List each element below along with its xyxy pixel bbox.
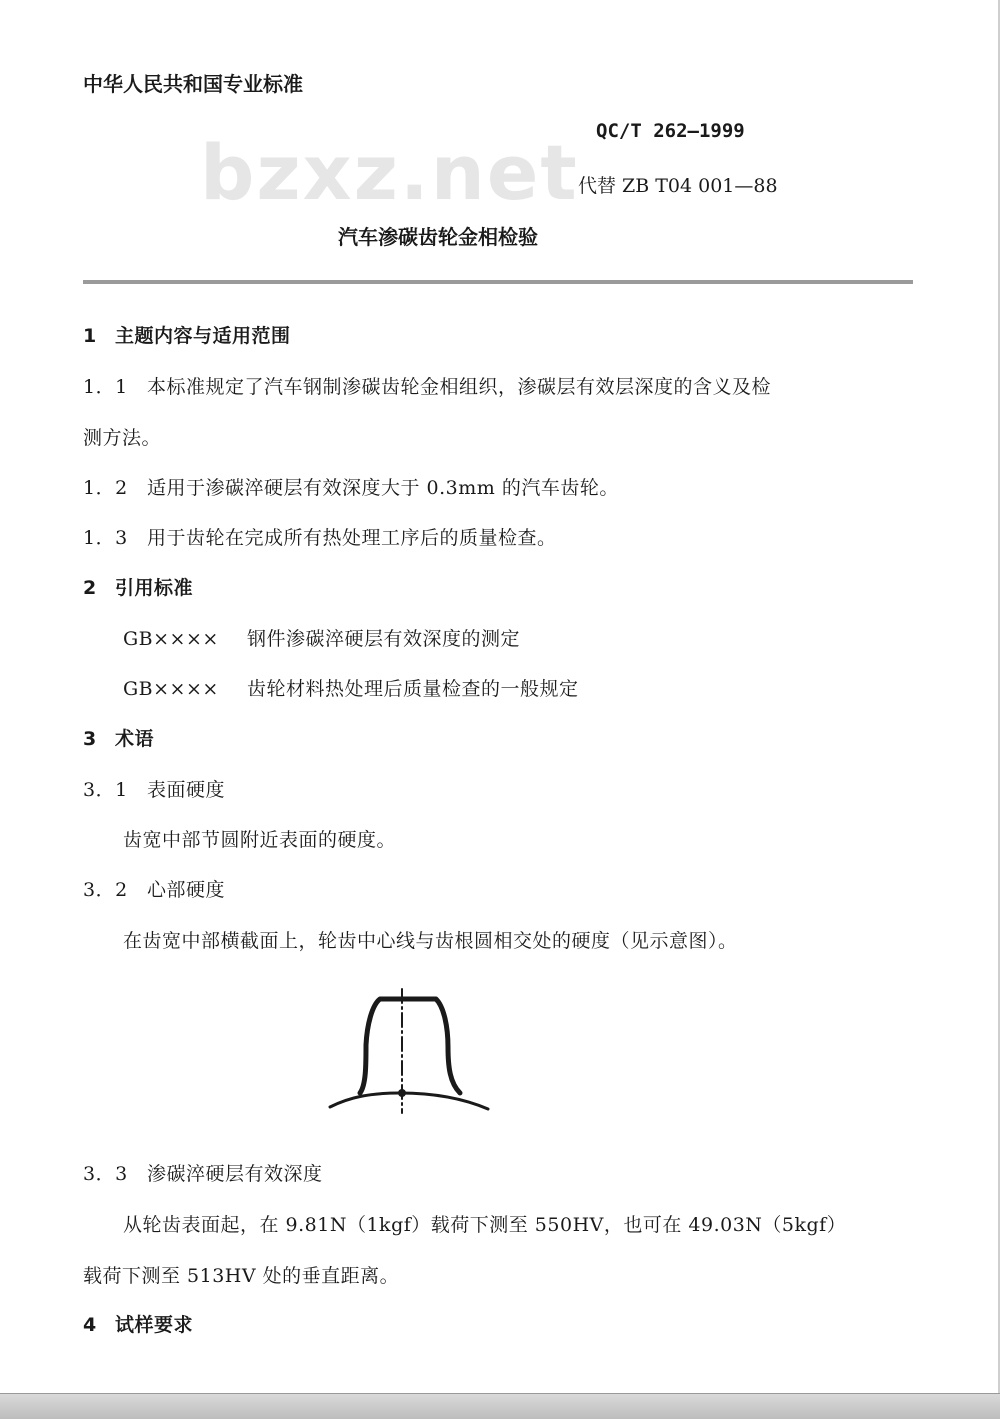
clause-3-1-text: 齿宽中部节圆附近表面的硬度。 bbox=[123, 829, 397, 851]
section-2-heading bbox=[83, 573, 193, 600]
section-number: 2 bbox=[83, 577, 97, 599]
section-title: 主题内容与适用范围 bbox=[115, 325, 291, 347]
clause-3-1 bbox=[83, 775, 225, 802]
section-title: 引用标准 bbox=[115, 577, 194, 599]
clause-title: 表面硬度 bbox=[147, 779, 226, 801]
standard-code: QC/T 262—1999 bbox=[596, 120, 745, 142]
clause-1-2 bbox=[83, 473, 619, 500]
section-4-heading bbox=[83, 1310, 193, 1337]
document-title: 汽车渗碳齿轮金相检验 bbox=[338, 225, 538, 249]
tooth-profile bbox=[360, 999, 460, 1093]
viewer-bottom-bar bbox=[0, 1393, 1000, 1419]
clause-title: 渗碳淬硬层有效深度 bbox=[147, 1163, 323, 1185]
section-title: 试样要求 bbox=[115, 1314, 194, 1336]
clause-number: 1．2 bbox=[83, 477, 128, 499]
clause-1-1 bbox=[83, 372, 771, 399]
org-title: 中华人民共和国专业标准 bbox=[83, 72, 303, 96]
clause-3-3-text-continued: 载荷下测至 513HV 处的垂直距离。 bbox=[83, 1265, 400, 1287]
header-divider bbox=[83, 280, 913, 284]
core-hardness-point bbox=[398, 1089, 406, 1097]
reference-standard-1 bbox=[123, 624, 520, 651]
clause-text: 本标准规定了汽车钢制渗碳齿轮金相组织，渗碳层有效层深度的含义及检 bbox=[147, 376, 772, 398]
section-number: 4 bbox=[83, 1314, 97, 1336]
clause-number: 1．3 bbox=[83, 527, 128, 549]
clause-number: 3．3 bbox=[83, 1163, 128, 1185]
reference-standard-2 bbox=[123, 674, 579, 701]
reference-title: 钢件渗碳淬硬层有效深度的测定 bbox=[247, 628, 521, 650]
clause-3-3-text: 从轮齿表面起，在 9.81N（1kgf）载荷下测至 550HV，也可在 49.03N（5kgf） bbox=[123, 1214, 847, 1236]
reference-code: GB×××× bbox=[123, 678, 219, 700]
watermark: bzxz.net bbox=[200, 128, 579, 217]
section-3-heading bbox=[83, 724, 154, 751]
section-1-heading bbox=[83, 321, 291, 348]
clause-3-2-text: 在齿宽中部横截面上，轮齿中心线与齿根圆相交处的硬度（见示意图）。 bbox=[123, 930, 738, 952]
reference-title: 齿轮材料热处理后质量检查的一般规定 bbox=[247, 678, 579, 700]
clause-number: 3．1 bbox=[83, 779, 128, 801]
section-number: 1 bbox=[83, 325, 97, 347]
clause-title: 心部硬度 bbox=[147, 879, 226, 901]
clause-1-3 bbox=[83, 523, 557, 550]
section-number: 3 bbox=[83, 728, 97, 750]
replaces-note: 代替 ZB T04 001—88 bbox=[578, 175, 778, 197]
gear-tooth-diagram bbox=[320, 985, 500, 1115]
clause-number: 3．2 bbox=[83, 879, 128, 901]
clause-3-3 bbox=[83, 1159, 323, 1186]
reference-code: GB×××× bbox=[123, 628, 219, 650]
section-title: 术语 bbox=[115, 728, 155, 750]
clause-3-2 bbox=[83, 875, 225, 902]
clause-text: 适用于渗碳淬硬层有效深度大于 0.3mm 的汽车齿轮。 bbox=[147, 477, 619, 499]
root-circle bbox=[330, 1093, 488, 1109]
clause-number: 1．1 bbox=[83, 376, 128, 398]
clause-text: 用于齿轮在完成所有热处理工序后的质量检查。 bbox=[147, 527, 557, 549]
clause-1-1-continued: 测方法。 bbox=[83, 427, 162, 449]
